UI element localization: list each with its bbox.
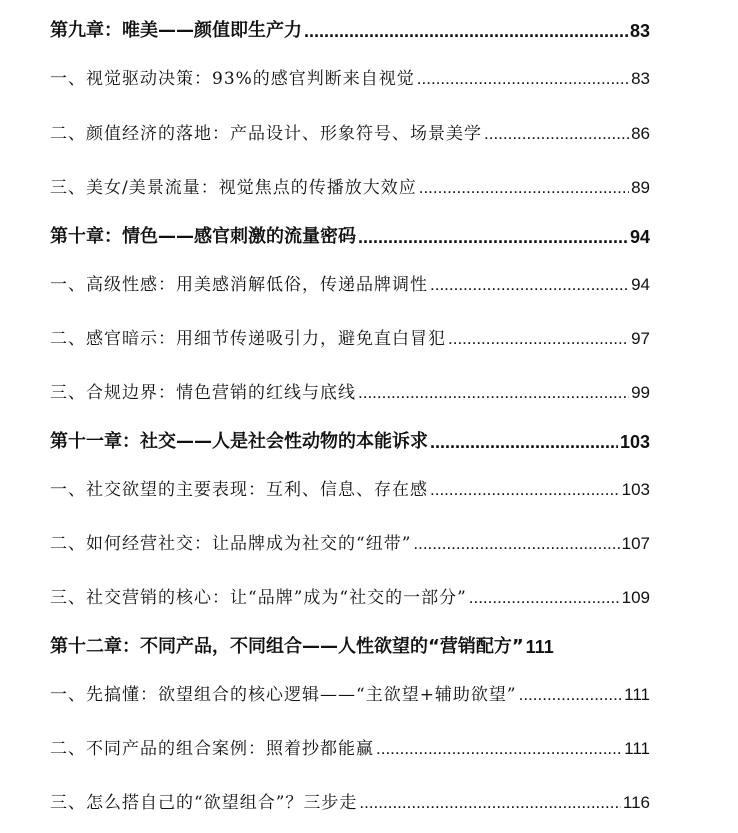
dot-leader	[484, 124, 629, 144]
toc-entry-page: 107	[621, 534, 650, 553]
toc-entry-chapter-11[interactable]	[50, 427, 650, 453]
toc-entry-12-1[interactable]	[50, 680, 650, 705]
toc-entry-title: 二、不同产品的组合案例：照着抄都能赢	[50, 739, 374, 759]
toc-entry-page: 103	[619, 432, 650, 452]
toc-entry-title: 第十一章：社交——人是社会性动物的本能诉求	[50, 431, 428, 452]
toc-entry-10-3[interactable]	[50, 378, 650, 403]
toc-entry-chapter-12[interactable]	[50, 632, 656, 658]
toc-entry-page: 109	[621, 588, 650, 607]
dot-leader	[430, 432, 618, 453]
toc-entry-12-2[interactable]	[50, 734, 650, 759]
dot-leader	[304, 21, 628, 42]
toc-entry-title: 一、视觉驱动决策：93%的感官判断来自视觉	[50, 69, 415, 89]
dot-leader	[430, 480, 620, 500]
toc-entry-page: 83	[631, 69, 650, 88]
toc-entry-page: 116	[622, 793, 650, 812]
toc-entry-page: 111	[624, 739, 650, 758]
toc-entry-page: 99	[631, 383, 650, 402]
toc-entry-title: 二、感官暗示：用细节传递吸引力，避免直白冒犯	[50, 329, 446, 349]
toc-entry-page: 111	[525, 637, 554, 657]
toc-entry-11-2[interactable]	[50, 529, 650, 554]
dot-leader	[417, 69, 629, 89]
dot-leader	[358, 383, 629, 403]
toc-entry-title: 第九章：唯美——颜值即生产力	[50, 20, 302, 41]
dot-leader	[413, 534, 619, 554]
dot-leader	[469, 588, 620, 608]
toc-entry-chapter-10[interactable]	[50, 222, 650, 248]
toc-entry-title: 一、先搞懂：欲望组合的核心逻辑——“主欲望+辅助欲望”	[50, 685, 517, 705]
toc-entry-9-1[interactable]	[50, 64, 650, 89]
toc-entry-title: 三、美女/美景流量：视觉焦点的传播放大效应	[50, 178, 417, 198]
dot-leader	[430, 275, 629, 295]
toc-entry-page: 83	[629, 21, 650, 41]
toc-entry-page: 86	[631, 124, 650, 143]
toc-entry-title: 一、高级性感：用美感消解低俗，传递品牌调性	[50, 275, 428, 295]
toc-entry-title: 二、颜值经济的落地：产品设计、形象符号、场景美学	[50, 124, 482, 144]
toc-entry-page: 89	[631, 178, 650, 197]
dot-leader	[519, 685, 623, 705]
toc-entry-title: 三、社交营销的核心：让“品牌”成为“社交的一部分”	[50, 588, 467, 608]
toc-entry-title: 第十二章：不同产品，不同组合——人性欲望的“营销配方”	[50, 636, 524, 657]
dot-leader	[359, 793, 621, 813]
toc-entry-chapter-9[interactable]	[50, 16, 650, 42]
dot-leader	[419, 178, 629, 198]
toc-entry-11-1[interactable]	[50, 475, 650, 500]
toc-entry-title: 二、如何经营社交：让品牌成为社交的“纽带”	[50, 534, 412, 554]
toc-entry-10-1[interactable]	[50, 270, 650, 295]
toc-entry-title: 三、合规边界：情色营销的红线与底线	[50, 383, 356, 403]
toc-entry-page: 94	[631, 275, 650, 294]
toc-entry-11-3[interactable]	[50, 583, 650, 608]
toc-entry-title: 三、怎么搭自己的“欲望组合”？三步走	[50, 793, 358, 813]
dot-leader	[358, 227, 628, 248]
toc-entry-page: 97	[631, 329, 650, 348]
toc-entry-title: 一、社交欲望的主要表现：互利、信息、存在感	[50, 480, 428, 500]
toc-entry-10-2[interactable]	[50, 324, 650, 349]
toc-entry-9-2[interactable]	[50, 119, 650, 144]
toc-entry-12-3[interactable]	[50, 788, 650, 813]
dot-leader	[376, 739, 622, 759]
toc-entry-page: 94	[629, 227, 650, 247]
toc-entry-page: 111	[624, 685, 650, 704]
dot-leader	[448, 329, 629, 349]
toc-entry-9-3[interactable]	[50, 173, 650, 198]
toc-entry-title: 第十章：情色——感官刺激的流量密码	[50, 226, 356, 247]
toc-entry-page: 103	[621, 480, 650, 499]
